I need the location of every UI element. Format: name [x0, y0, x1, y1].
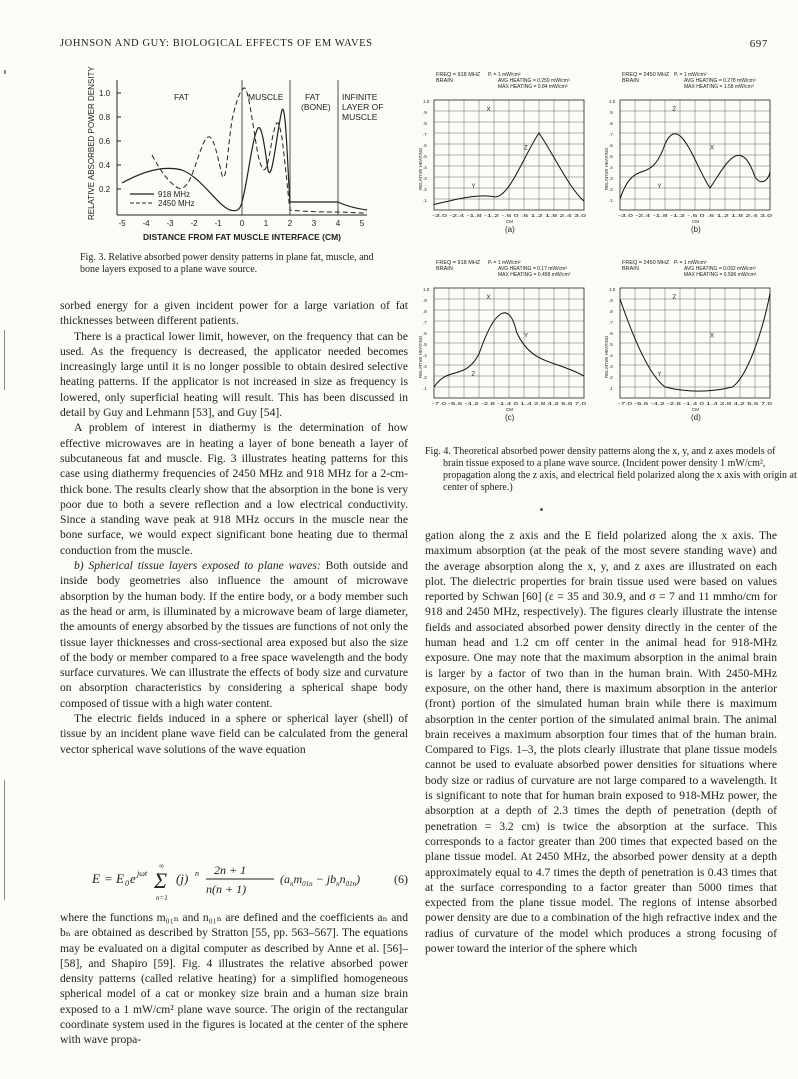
fig4-xticks: -7.0 -5.6 -4.2 -2.8 -1.4 0 1.4 2.8 4.2 5.6 7.0: [432, 401, 588, 406]
subsection-heading: b) Spherical tissue layers exposed to plane waves:: [74, 559, 321, 573]
fig3-xtick: 3: [311, 219, 317, 228]
fig4-panel-power: Pᵢ = 1 mW/cm²: [488, 260, 521, 266]
fig4-ytick: .8: [423, 309, 427, 314]
fig4-panel-avg: AVG HEATING = 0.092 mW/cm³: [684, 266, 756, 272]
fig4-panel-label: (b): [691, 225, 701, 234]
fig4-ytick: .5: [423, 154, 427, 159]
fig3-xtick: -3: [166, 219, 174, 228]
fig4-axis-letter: Y: [657, 184, 662, 190]
fig4-ytick: 1.0: [609, 287, 616, 292]
fig4-ylabel: RELATIVE HEATING: [418, 335, 423, 378]
fig4-panel-avg: AVG HEATING = 0.278 mW/cm³: [684, 78, 756, 84]
fig3-xtick: 4: [335, 219, 341, 228]
fig4-panel-avg: AVG HEATING = 0.17 mW/cm³: [498, 266, 567, 272]
fig4-xticks: -3.0 -2.4 -1.8 -1.2 -.6 0 .6 1.2 1.8 2.4 3.0: [432, 213, 588, 218]
running-header: [60, 38, 768, 54]
fig4-panel-power: Pᵢ = 1 mW/cm²: [674, 260, 707, 266]
fig4-ytick: .1: [423, 198, 427, 203]
fig4-ytick: .4: [609, 165, 613, 170]
fig4-ytick: .1: [609, 386, 613, 391]
svg-text:(j): (j): [176, 871, 189, 886]
fig4-axis-letter: Z: [524, 145, 528, 152]
fig4-ytick: .6: [423, 331, 427, 336]
fig3-legend-2450: 2450 MHz: [158, 199, 195, 208]
fig3-region-inf: INFINITE: [342, 92, 378, 102]
fig4-ytick: .3: [609, 176, 613, 181]
fig3-legend-918: 918 MHz: [158, 190, 191, 199]
fig4-caption-text: Theoretical absorbed power density patterns along the x, y, and z axes models of brain tissue exposed to a plane wave source. (Incident power density 1 mW/cm², propagation along the z axis, and electrical field polarized along the x axis with origin at center of sphere.): [443, 446, 797, 493]
fig4-panel-label: (c): [505, 413, 515, 422]
equation-number: (6): [394, 872, 408, 886]
fig4-ytick: .4: [423, 165, 427, 170]
fig3-xtick: 5: [359, 219, 365, 228]
scan-margin-mark: [4, 70, 6, 74]
fig3-xtick: 0: [239, 219, 245, 228]
paragraph: [60, 558, 408, 711]
svg-text:Σ: Σ: [154, 868, 168, 893]
fig4-xunit: CM: [506, 407, 513, 412]
fig4-axis-letter: Y: [524, 333, 529, 340]
fig3-xtick: -5: [118, 219, 126, 228]
fig3-ytick: 0.8: [99, 113, 111, 122]
fig4-axis-letter: X: [486, 295, 491, 301]
fig4-ytick: .4: [423, 353, 427, 358]
fig4-panel-freq: FREQ = 2450 MHZ: [622, 260, 670, 266]
fig4-ytick: .7: [423, 320, 427, 325]
svg-text:0: 0: [125, 879, 129, 888]
fig4-panel-max: MAX HEATING = 0.458 mW/cm³: [498, 272, 571, 278]
fig3-ytick: 0.6: [99, 137, 111, 146]
svg-text:n: n: [195, 869, 199, 878]
fig4-xunit: CM: [692, 219, 699, 224]
fig4-caption-label: Fig. 4.: [425, 446, 451, 457]
fig4-axis-letter: Z: [471, 372, 476, 378]
fig4-ytick: .2: [423, 187, 427, 192]
fig3-ytick: 0.2: [99, 185, 111, 194]
fig4-panel-max: MAX HEATING = 1.58 mW/cm³: [684, 84, 754, 90]
fig4-ylabel: RELATIVE HEATING: [418, 147, 423, 190]
fig4-ylabel: RELATIVE HEATING: [604, 335, 609, 378]
fig4-ytick: .5: [609, 154, 613, 159]
running-title: JOHNSON AND GUY: BIOLOGICAL EFFECTS OF EM WAVES: [60, 38, 373, 49]
fig4-xunit: CM: [506, 219, 513, 224]
fig4-ytick: .5: [423, 342, 427, 347]
fig4-panel-tissue: BRAIN: [622, 78, 639, 84]
svg-text:n=1: n=1: [156, 894, 168, 902]
fig4-ytick: .2: [423, 375, 427, 380]
fig4-xticks: -3.0 -2.4 -1.8 -1.2 -.6 0 .6 1.2 1.8 2.4 3.0: [618, 213, 774, 218]
fig4-ytick: .6: [423, 143, 427, 148]
svg-text:e: e: [130, 871, 136, 886]
svg-text:n(n + 1): n(n + 1): [206, 882, 247, 896]
fig4-axis-letter: X: [710, 145, 715, 152]
fig4-ytick: .9: [609, 110, 613, 115]
right-column: [425, 528, 777, 956]
paragraph: where the functions m₀₁ₙ and n₀₁ₙ are defined and the coefficients aₙ and bₙ are obtained as described by Stratton [55, pp. 563–567]. The equations may be evaluated on a digital computer as described by Anne et al. [56]–[58], and Shapiro [59]. Fig. 4 illustrates the relative absorbed power density patterns (called relative heating) for a simplified homogeneous spherical model of a cat or monkey size brain and a human size brain exposed to a 1 mW/cm² plane wave source. The origin of the rectangular coordinate system used in the figures is located at the center of the sphere with wave propa-: [60, 911, 408, 1047]
scan-margin-mark: [4, 780, 5, 900]
fig4-ytick: .9: [609, 298, 613, 303]
fig3-caption-label: Fig. 3.: [80, 252, 106, 263]
fig4-ytick: .9: [423, 110, 427, 115]
fig3-region-fatbone: (BONE): [301, 102, 331, 112]
paragraph: sorbed energy for a given incident power for a large variation of fat thicknesses between different patients.: [60, 299, 408, 328]
fig4-panel-max: MAX HEATING = 0.596 mW/cm³: [684, 272, 757, 278]
fig4-ytick: .3: [423, 176, 427, 181]
paragraph: There is a practical lower limit, however, on the frequency that can be used. As the frequency is decreased, the applicator needed becomes increasingly large until it is no longer possible to obtain desired selective heating patterns. If the applicator is not increased in size as frequency is lowered, only superficial heating will result. This has been discussed in detail by Guy and Lehmann [53], and Guy [54].: [60, 329, 408, 420]
fig4-ytick: .6: [609, 331, 613, 336]
fig3-region-inf: LAYER OF: [342, 102, 384, 112]
fig3-xtick: -4: [142, 219, 150, 228]
fig4-xunit: CM: [692, 407, 699, 412]
fig3-ylabel: RELATIVE ABSORBED POWER DENSITY: [87, 66, 96, 220]
fig4-ytick: .1: [423, 386, 427, 391]
left-column-cont: [60, 910, 408, 1048]
ink-dot: [540, 508, 543, 511]
fig4-ylabel: RELATIVE HEATING: [604, 147, 609, 190]
fig4-ytick: .4: [609, 353, 613, 358]
svg-text:2n + 1: 2n + 1: [214, 863, 247, 877]
svg-text:=: =: [104, 871, 113, 886]
fig3-plot: [82, 60, 384, 250]
fig3-xtick: -2: [190, 219, 198, 228]
fig4-ytick: .6: [609, 143, 613, 148]
fig4-ytick: .2: [609, 187, 613, 192]
fig4-xticks: -7.0 -5.6 -4.2 -2.8 -1.4 0 1.4 2.8 4.2 5.6 7.0: [618, 401, 774, 406]
fig4-ytick: .7: [423, 132, 427, 137]
fig4-ytick: .7: [609, 320, 613, 325]
fig3-xtick: 2: [287, 219, 293, 228]
fig4-panel-freq: FREQ = 918 MHZ: [436, 260, 481, 266]
fig4-axis-letter: Z: [672, 295, 677, 301]
fig4-ytick: .8: [609, 309, 613, 314]
equation-6: [92, 858, 408, 906]
fig4-panel-tissue: BRAIN: [436, 78, 453, 84]
fig4-panel-avg: AVG HEATING = 0.259 mW/cm³: [498, 78, 570, 84]
fig4-panel-label: (d): [691, 413, 701, 422]
fig3-region-inf: MUSCLE: [342, 112, 378, 122]
fig3-ytick: 0.4: [99, 161, 111, 170]
fig4-panel-power: Pᵢ = 1 mW/cm²: [674, 72, 707, 78]
fig4-panel-label: (a): [505, 225, 515, 234]
page-number: 697: [749, 38, 768, 50]
scan-margin-mark: [4, 330, 5, 390]
fig4-ytick: .3: [609, 364, 613, 369]
fig4-panel-tissue: BRAIN: [622, 266, 639, 272]
svg-text:∞: ∞: [159, 862, 164, 870]
fig4-panel-max: MAX HEATING = 0.84 mW/cm³: [498, 84, 568, 90]
left-column: [60, 298, 408, 757]
fig3-ytick: 1.0: [99, 89, 111, 98]
paragraph: The electric fields induced in a sphere or spherical layer (shell) of tissue by an incident plane wave field can be calculated from the general vector spherical wave solutions of the wave equation: [60, 712, 408, 756]
fig4-axis-letter: Z: [672, 107, 677, 113]
fig4-ytick: .8: [423, 121, 427, 126]
fig3-region-muscle: MUSCLE: [248, 92, 284, 102]
fig4-caption: [425, 446, 798, 494]
svg-text:jωt: jωt: [137, 869, 148, 878]
fig4-plots: [418, 70, 790, 445]
fig4-panel-freq: FREQ = 2450 MHZ: [622, 72, 670, 78]
fig4-panel-power: Pᵢ = 1 mW/cm²: [488, 72, 521, 78]
fig3-caption: [80, 252, 390, 276]
fig4-axis-letter: Y: [657, 372, 662, 378]
fig4-axis-letter: X: [486, 107, 491, 113]
fig4-axis-letter: X: [710, 333, 715, 340]
fig4-ytick: 1.0: [423, 99, 430, 104]
fig4-ytick: .9: [423, 298, 427, 303]
fig4-panel-freq: FREQ = 918 MHZ: [436, 72, 481, 78]
fig4-ytick: .7: [609, 132, 613, 137]
fig3-xtick: -1: [214, 219, 222, 228]
svg-text:E: E: [116, 871, 124, 886]
fig4-ytick: .2: [609, 375, 613, 380]
fig4-axis-letter: Y: [471, 184, 476, 190]
fig3-caption-text: Relative absorbed power density patterns in plane fat, muscle, and bone layers exposed to a plane wave source.: [80, 252, 374, 275]
fig3-xlabel: DISTANCE FROM FAT MUSCLE INTERFACE (CM): [142, 232, 342, 242]
equation-6-graphic: [92, 858, 408, 906]
fig4-ytick: 1.0: [423, 287, 430, 292]
paragraph: A problem of interest in diathermy is the determination of how effective microwaves are in heating a layer of bone beneath a layer of subcutaneous fat and muscle. Fig. 3 illustrates heating patterns for this case using diathermy frequencies of 2450 MHz and 918 MHz for a 2-cm-thick bone. The results clearly show that the absorption in the bone is very poor due to both a severe reflection and a low electrical conductivity. Since a standing wave peak at 918 MHz occurs in the muscle near the bone surface, we would expect significant bone heating due to thermal conduction from the muscle.: [60, 421, 408, 557]
svg-text:(anm01n − jbnn01n): $(a_nm_{01}n - jb_nn_{01}n)$: [280, 872, 361, 888]
paragraph: gation along the z axis and the E field polarized along the x axis. The maximum absorption (at the peak of the most severe standing wave) and the average absorption along the x, y, and z axes are illustrated on each plot. The dielectric properties for brain tissue used were based on values reported by Schwan [60] (ε = 35 and 30.9, and σ = 7 and 11 mmho/cm for 918 and 2450 MHz, respectively). The figures clearly illustrate the intense fields and associated absorbed power density directly in the center of the human head and 1.2 cm off center in the animal head for 918-MHz exposure. One may note that the maximum absorption in the animal brain is larger by a factor of two than in the human brain. With 2450-MHz exposure, on the other hand, there is maximum absorption in the anterior (front) portion of the simulated human brain while there is maximum absorption in the center portion of the simulated animal brain. The animal brain receives a maximum absorption four times that of the human brain. Compared to Figs. 1–3, the plots clearly illustrate that plane tissue models cannot be used to evaluate absorbed power densities for situations where body size or radius of curvature are not large compared to a wavelength. It is significant to note that for human brain exposed to 918-MHz power, the absorption at a depth of 2.3 times the depth of penetration (depth of penetration = 3.2 cm) is twice the absorption at the surface. This corresponds to a factor greater than 200 times that expected based on the plane tissue model. At 2450 MHz, the absorbed power density at a depth approximately equal to 4.7 times the depth of penetration is 0.43 times that at the surface corresponding to a factor greater than 5000 times that expected from the plane tissue model. The regions of intense absorbed power density are due to a combination of the high refractive index and the radius of curvature of the model which produces a strong focusing of power toward the interior of the sphere which: [425, 529, 777, 956]
fig4-ytick: .5: [609, 342, 613, 347]
fig4-panel-tissue: BRAIN: [436, 266, 453, 272]
fig4-ytick: .3: [423, 364, 427, 369]
fig3-xtick: 1: [263, 219, 269, 228]
paragraph-text: Both outside and inside body geometries also influence the amount of microwave absorption by the human body. If the entire body, or a body member such as the head or arm, is illuminated by a microwave beam of large diameter, the amounts of energy absorbed by the tissues are functions of not only the tissue layer thicknesses and cross-sectional area exposed but also the size of the body or member compared to a free space wavelength and the body surface curvatures. We can illustrate the effects of body size and curvature on absorption characteristics by considering a spherical shape body composed of tissue with a high water content.: [60, 559, 408, 710]
fig4-ytick: .8: [609, 121, 613, 126]
fig4-ytick: .1: [609, 198, 613, 203]
fig4-ytick: 1.0: [609, 99, 616, 104]
svg-text:E: E: [92, 871, 100, 886]
fig3-region-fat: FAT: [174, 92, 189, 102]
fig3-region-fatbone: FAT: [305, 92, 320, 102]
